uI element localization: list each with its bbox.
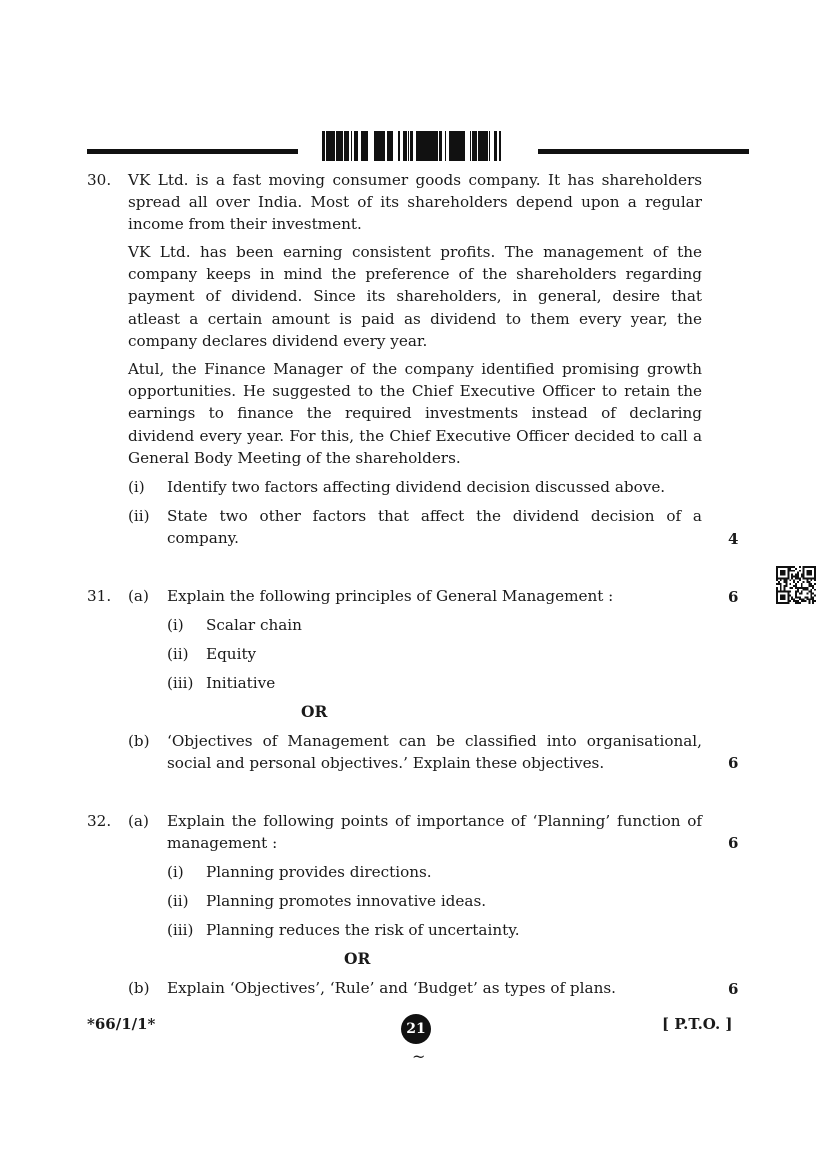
list-item: Planning provides directions. [206,863,432,881]
question-31-b-marks: 6 [728,754,739,772]
footer-tilde: ~ [412,1047,426,1066]
qr-code-image [776,566,816,604]
text-line: ‘Objectives of Management can be classified into organisational, [167,732,702,750]
question-32-b-marks: 6 [728,980,739,998]
text-line: State two other factors that affect the dividend decision of a [167,507,702,525]
text-line: income from their investment. [128,215,362,234]
list-item-label: (ii) [167,892,189,910]
or-separator: OR [301,702,328,721]
text-line: Explain the following points of importance of ‘Planning’ function of [167,812,702,830]
text-line: VK Ltd. is a fast moving consumer goods company. It has shareholders [128,171,702,189]
paper-code: *66/1/1* [87,1015,156,1033]
text-line: company declares dividend every year. [128,331,428,350]
text-line: General Body Meeting of the shareholders. [128,448,461,467]
text-line: company. [167,529,239,548]
question-30-marks: 4 [728,530,739,548]
text-line: payment of dividend. Since its shareholders, in general, desire that [128,287,702,306]
text-line: management : [167,834,278,853]
text-line: earnings to finance the required investments instead of declaring [128,404,702,423]
list-item: Planning promotes innovative ideas. [206,892,487,910]
question-30-number: 30. [87,171,112,189]
list-item: Scalar chain [206,616,302,634]
question-30-paragraph-3 [128,358,702,469]
question-31-a-marks: 6 [728,588,739,606]
list-item-label: (i) [167,616,184,634]
sub-question-label: (i) [128,478,145,496]
sub-question-label: (ii) [128,507,150,525]
question-30-paragraph-2 [128,241,702,352]
list-item: Initiative [206,674,276,692]
list-item-label: (iii) [167,921,194,939]
question-31-b-text [167,730,702,774]
text-line: opportunities. He suggested to the Chief Executive Officer to retain the [128,382,702,401]
text-line: atleast a certain amount is paid as dividend to them every year, the [128,309,702,328]
or-separator: OR [344,949,371,968]
question-31-a-label: (a) [128,587,149,605]
question-30-part-ii [167,505,702,549]
text-line: social and personal objectives.’ Explain these objectives. [167,754,605,773]
text-line: dividend every year. For this, the Chief Executive Officer decided to call a [128,426,702,445]
question-32-b-label: (b) [128,979,150,997]
list-item: Planning reduces the risk of uncertainty. [206,921,520,939]
question-32-b-text: Explain ‘Objectives’, ‘Rule’ and ‘Budget’ as types of plans. [167,979,616,997]
list-item-label: (i) [167,863,184,881]
header-rule-right [538,149,749,154]
header-rule-left [87,149,298,154]
barcode-image [322,131,504,161]
question-31-a-text: Explain the following principles of General Management : [167,587,614,605]
page-number-badge: 21 [401,1014,431,1044]
text-line: Atul, the Finance Manager of the company identified promising growth [128,360,702,378]
text-line: VK Ltd. has been earning consistent profits. The management of the [128,243,702,261]
please-turn-over: [ P.T.O. ] [662,1015,733,1033]
list-item-label: (iii) [167,674,194,692]
question-31-number: 31. [87,587,112,605]
question-32-a-text [167,810,702,854]
question-32-a-label: (a) [128,812,149,830]
list-item-label: (ii) [167,645,189,663]
question-31-b-label: (b) [128,732,150,750]
list-item: Equity [206,645,257,663]
question-30-part-i: Identify two factors affecting dividend decision discussed above. [167,478,666,496]
question-30-paragraph-1 [128,169,702,236]
text-line: company keeps in mind the preference of the shareholders regarding [128,265,702,284]
text-line: spread all over India. Most of its shareholders depend upon a regular [128,193,702,212]
question-32-number: 32. [87,812,112,830]
question-32-a-marks: 6 [728,834,739,852]
